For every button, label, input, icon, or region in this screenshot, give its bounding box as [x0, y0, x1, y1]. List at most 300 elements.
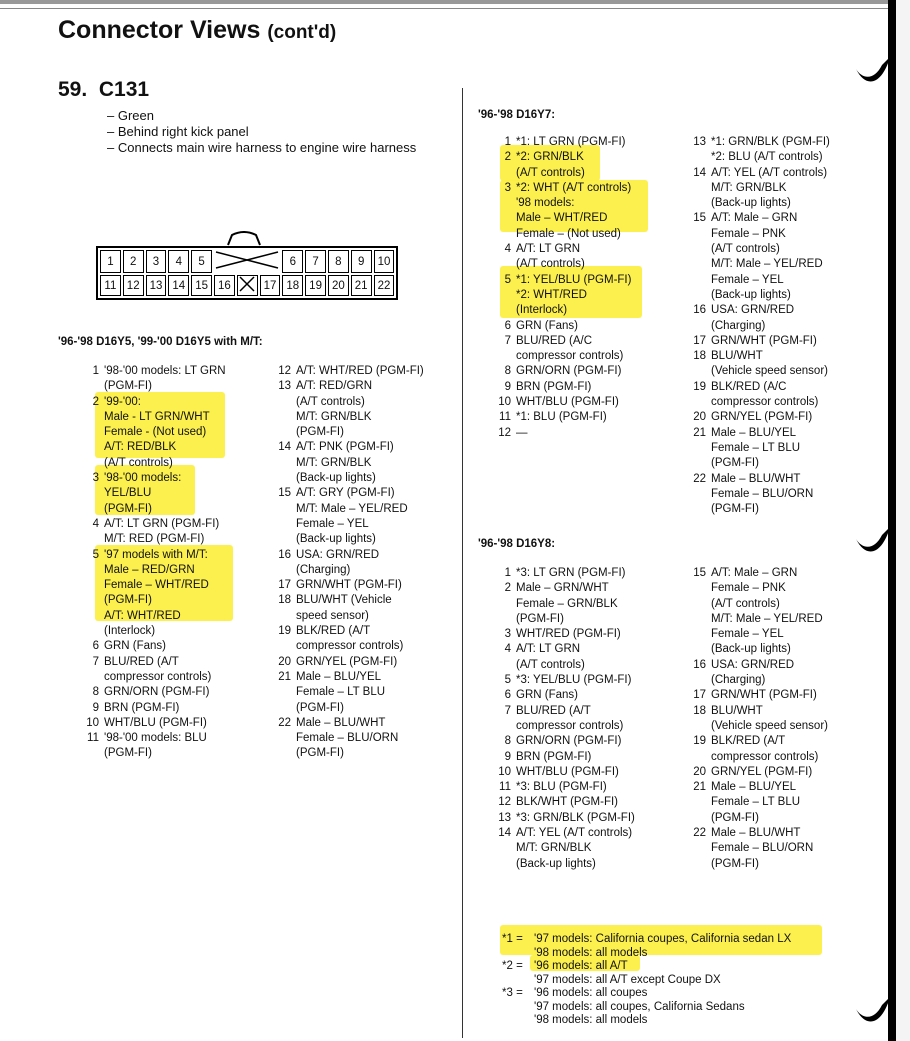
connector-pin: 2 [123, 250, 144, 273]
pin-number: 11 [499, 411, 511, 424]
connector-pin: 20 [328, 275, 349, 296]
pin-wire-text: GRN/ORN (PGM-FI) [516, 735, 622, 748]
pin-number [685, 227, 711, 242]
pin-wire-text: BLK/RED (A/T [711, 735, 786, 748]
pin-wire-text: *3: YEL/BLU (PGM-FI) [516, 674, 632, 687]
pin-row [685, 227, 830, 242]
pin-number [270, 639, 296, 654]
connector-pin: 7 [305, 250, 326, 273]
page-title: Connector Views (cont'd) [58, 16, 337, 44]
pin-row [490, 704, 635, 719]
pin-row [490, 795, 635, 810]
footnote-row [502, 947, 791, 961]
pin-row [685, 456, 830, 471]
pin-row [685, 627, 828, 642]
pin-row [490, 364, 631, 379]
pin-row [490, 211, 631, 226]
pin-row [78, 471, 226, 486]
pin-wire-text: *2: GRN/BLK [516, 151, 584, 164]
pin-wire-text: '98-'00 models: LT GRN [104, 365, 226, 377]
pin-number: 15 [278, 487, 291, 500]
pin-wire-text: BLK/RED (A/C [711, 380, 787, 393]
section-title: '96-'98 D16Y7: [478, 109, 556, 121]
pin-wire-text: GRN/WHT (PGM-FI) [711, 689, 817, 702]
pin-wire-text: A/T: LT GRN [516, 243, 581, 256]
pin-row [685, 487, 830, 502]
pin-row [270, 425, 424, 440]
pin-row [270, 609, 424, 624]
cross-icon [239, 276, 255, 292]
pin-wire-text: BLU/RED (A/T [104, 655, 179, 668]
pin-number: 22 [693, 472, 706, 485]
pin-number: 5 [504, 674, 511, 687]
pin-number: 14 [498, 827, 511, 840]
pin-row [270, 548, 424, 563]
pin-row [685, 658, 828, 673]
pin-row [490, 642, 635, 657]
pin-wire-text: *3: BLU (PGM-FI) [516, 781, 607, 794]
pin-row [685, 795, 828, 810]
pin-row [270, 364, 424, 379]
pin-row [685, 349, 830, 364]
pin-wire-text: A/T: LT GRN [516, 643, 581, 656]
pin-row [490, 227, 631, 242]
pin-wire-text: (Interlock) [104, 625, 156, 638]
pin-number [490, 658, 516, 673]
pin-number [270, 609, 296, 624]
pin-wire-text: BRN (PGM-FI) [516, 380, 592, 393]
pin-number [490, 857, 516, 872]
connector-pin: 5 [191, 250, 212, 273]
pin-wire-text: Female – GRN/BLK [516, 597, 618, 610]
pin-wire-text: GRN (Fans) [104, 640, 166, 653]
connector-cross-icon [214, 250, 280, 270]
pin-number [78, 609, 104, 624]
connector-pin: 15 [191, 275, 212, 296]
pin-wire-text: M/T: Male – YEL/RED [296, 502, 408, 515]
pin-row [490, 334, 631, 349]
pin-number: 6 [504, 689, 511, 702]
footnote-text: '98 models: all models [534, 946, 648, 959]
pin-wire-text: Male – BLU/WHT [711, 827, 801, 840]
pin-row [685, 780, 828, 795]
pin-row [490, 841, 635, 856]
pin-row [270, 379, 424, 394]
pin-number [490, 612, 516, 627]
pin-wire-text: '98-'00 models: [104, 472, 182, 485]
pin-wire-text: (Back-up lights) [711, 643, 791, 656]
pin-wire-text: BRN (PGM-FI) [104, 701, 180, 714]
pin-wire-text: USA: GRN/RED [711, 304, 795, 317]
pin-number: 17 [278, 579, 291, 592]
pin-number: 6 [504, 319, 511, 332]
pin-number: 12 [498, 796, 511, 809]
pin-row [685, 288, 830, 303]
pin-wire-text: Female – PNK [711, 227, 786, 240]
pin-wire-text: compressor controls) [516, 350, 624, 363]
footnote-text: '98 models: all models [534, 1014, 648, 1026]
pin-row [78, 502, 226, 517]
pin-number: 3 [504, 181, 511, 194]
pin-row [78, 746, 226, 761]
pin-row [490, 426, 631, 441]
pin-number [270, 685, 296, 700]
pin-wire-text: M/T: GRN/BLK [711, 181, 787, 194]
pin-row [685, 673, 828, 688]
pin-wire-text: (PGM-FI) [711, 857, 759, 870]
pin-row [78, 379, 226, 394]
pin-number [685, 456, 711, 471]
footnote-text: '97 models: California coupes, California sedan LX [534, 933, 792, 945]
pin-wire-text: (Interlock) [516, 304, 568, 317]
pin-number [685, 841, 711, 856]
pin-number: 17 [693, 689, 706, 702]
footnote-key [502, 974, 534, 988]
pin-row [78, 486, 226, 501]
pin-wire-text: WHT/BLU (PGM-FI) [104, 716, 207, 729]
pin-row [270, 731, 424, 746]
connector-pin: 12 [123, 275, 144, 296]
pin-wire-text: (Vehicle speed sensor) [711, 719, 828, 732]
pin-row [270, 486, 424, 501]
pin-number [490, 227, 516, 242]
footnote-text: '96 models: all A/T [534, 960, 628, 972]
pin-row [685, 765, 828, 780]
footnote-key [502, 1001, 534, 1015]
pin-number: 7 [92, 655, 99, 668]
pin-number: 12 [498, 426, 511, 439]
pin-number: 10 [498, 765, 511, 778]
pin-row [490, 673, 635, 688]
binding-mark-icon [852, 525, 892, 565]
pin-wire-text: compressor controls) [296, 640, 404, 653]
pin-row [685, 642, 828, 657]
footnote-row [502, 1001, 791, 1015]
pin-number: 4 [504, 643, 511, 656]
pin-number [78, 578, 104, 593]
pin-number [490, 303, 516, 318]
pin-row [685, 257, 830, 272]
pin-wire-text: Male – RED/GRN [104, 563, 195, 576]
pin-number [685, 642, 711, 657]
pin-row [685, 181, 830, 196]
pin-number [685, 441, 711, 456]
pin-number [685, 502, 711, 517]
pin-row [270, 440, 424, 455]
pin-row [685, 472, 830, 487]
pin-number: 20 [693, 765, 706, 778]
pin-number: 16 [693, 658, 706, 671]
pin-number: 10 [498, 396, 511, 409]
page-edge-bar [888, 0, 896, 1041]
pin-number [685, 319, 711, 334]
pin-row [78, 440, 226, 455]
pin-row [685, 135, 830, 150]
pin-row [270, 517, 424, 532]
pin-number: 1 [92, 365, 99, 377]
pin-number [490, 841, 516, 856]
pin-number [270, 471, 296, 486]
pin-wire-text: Female – LT BLU [296, 686, 386, 699]
header-rule [0, 8, 896, 9]
pin-wire-text: Female – BLU/ORN [711, 487, 814, 500]
pin-wire-text: M/T: Male – YEL/RED [711, 258, 823, 271]
top-border [0, 0, 910, 4]
connector-pin: 3 [146, 250, 167, 273]
binding-mark-icon [852, 55, 892, 95]
connector-pin: 8 [328, 250, 349, 273]
pin-row [490, 581, 635, 596]
pin-number [685, 181, 711, 196]
pin-number [685, 364, 711, 379]
footnote-text: '96 models: all coupes [534, 987, 648, 999]
pin-wire-text: (PGM-FI) [104, 747, 152, 760]
pin-wire-text: WHT/BLU (PGM-FI) [516, 396, 619, 409]
pin-number [270, 456, 296, 471]
pin-wire-text: A/T: WHT/RED (PGM-FI) [296, 365, 424, 377]
pin-row [270, 701, 424, 716]
pin-wire-text: A/T: Male – GRN [711, 212, 798, 225]
pin-row [78, 639, 226, 654]
connector-blank-area [214, 250, 280, 273]
pin-number [685, 150, 711, 165]
section-title: '96-'98 D16Y8: [478, 538, 556, 550]
pin-number: 12 [278, 365, 291, 377]
connector-pin: 21 [351, 275, 372, 296]
pin-row [270, 639, 424, 654]
pin-row [490, 196, 631, 211]
pin-wire-text: A/T: Male – GRN [711, 567, 798, 579]
pin-list [490, 566, 635, 872]
column-divider [462, 88, 463, 1038]
pin-wire-text: (A/T controls) [104, 456, 173, 469]
pin-row [685, 380, 830, 395]
pin-wire-text: BLU/RED (A/C [516, 334, 593, 347]
pin-row [490, 303, 631, 318]
pin-row [490, 395, 631, 410]
pin-number [78, 563, 104, 578]
pin-wire-text: A/T: LT GRN (PGM-FI) [104, 517, 220, 530]
pin-wire-text: M/T: GRN/BLK [516, 842, 592, 855]
pin-row [490, 566, 635, 581]
pin-row [685, 719, 828, 734]
pin-wire-text: (Back-up lights) [711, 288, 791, 301]
pin-wire-text: (PGM-FI) [296, 701, 344, 714]
pin-wire-text: Female – PNK [711, 582, 786, 595]
pin-number [78, 670, 104, 685]
pin-wire-text: Male – BLU/WHT [296, 716, 386, 729]
pin-row [78, 456, 226, 471]
pin-row [270, 746, 424, 761]
pin-wire-text: A/T: RED/BLK [104, 441, 177, 454]
pin-row [685, 242, 830, 257]
pin-row [490, 288, 631, 303]
pin-row [490, 750, 635, 765]
pin-number: 2 [504, 151, 511, 164]
pin-row [270, 685, 424, 700]
footnote-row [502, 974, 791, 988]
pin-number [270, 746, 296, 761]
pin-number [490, 597, 516, 612]
pin-wire-text: BLK/WHT (PGM-FI) [516, 796, 619, 809]
pin-row [685, 410, 830, 425]
connector-pin: 13 [146, 275, 167, 296]
pin-wire-text: Female – (Not used) [516, 227, 621, 240]
pin-number [685, 288, 711, 303]
pin-row [270, 471, 424, 486]
connector-latch-icon [226, 231, 262, 247]
pin-row [490, 688, 635, 703]
footnote-row [502, 987, 791, 1001]
pin-row [78, 670, 226, 685]
pin-row [270, 563, 424, 578]
pin-wire-text: GRN (Fans) [516, 689, 578, 702]
pin-row [490, 349, 631, 364]
pin-row [78, 548, 226, 563]
footnote-row [502, 960, 791, 974]
pin-row [685, 502, 830, 517]
pin-wire-text: (Back-up lights) [516, 857, 596, 870]
connector-pin: 22 [374, 275, 395, 296]
pin-number [685, 612, 711, 627]
footnote-key [502, 1014, 534, 1028]
pin-number [78, 624, 104, 639]
pin-number [490, 196, 516, 211]
pin-row [270, 624, 424, 639]
pin-row [270, 578, 424, 593]
pin-row [490, 734, 635, 749]
pin-row [490, 857, 635, 872]
pin-list [490, 135, 631, 441]
pin-number: 9 [504, 380, 511, 393]
pin-wire-text: compressor controls) [104, 670, 212, 683]
pin-wire-text: A/T: YEL (A/T controls) [516, 827, 633, 840]
pin-wire-text: (A/T controls) [711, 597, 780, 610]
pin-number [685, 719, 711, 734]
pin-number: 13 [278, 380, 291, 393]
pin-wire-text: (A/T controls) [516, 658, 585, 671]
pin-wire-text: (PGM-FI) [104, 594, 152, 607]
pin-wire-text: (A/T controls) [711, 243, 780, 256]
pin-number [78, 532, 104, 547]
pin-wire-text: GRN (Fans) [516, 319, 578, 332]
pin-row [685, 166, 830, 181]
pin-number: 14 [693, 166, 706, 179]
pin-wire-text: compressor controls) [711, 396, 819, 409]
pin-row [490, 612, 635, 627]
pin-number [270, 410, 296, 425]
pin-number: 11 [87, 732, 99, 745]
pin-wire-text: USA: GRN/RED [711, 658, 795, 671]
pin-wire-text: Male – BLU/YEL [711, 781, 797, 794]
pin-row [490, 150, 631, 165]
pin-wire-text: (Charging) [711, 319, 766, 332]
pin-row [78, 517, 226, 532]
pin-row [270, 593, 424, 608]
pin-wire-text: Male – BLU/WHT [711, 472, 801, 485]
pin-number: 16 [278, 548, 291, 561]
pin-wire-text: WHT/RED (PGM-FI) [516, 628, 621, 641]
pin-row [78, 593, 226, 608]
pin-wire-text: (A/T controls) [516, 166, 585, 179]
pin-row [270, 716, 424, 731]
pin-row [78, 364, 226, 379]
connector-pin: 17 [260, 275, 281, 296]
pin-wire-text: (PGM-FI) [296, 747, 344, 760]
pin-number [685, 795, 711, 810]
connector-diagram [96, 246, 398, 300]
pin-number [685, 811, 711, 826]
pin-row [78, 685, 226, 700]
pin-row [685, 319, 830, 334]
pin-number: 16 [693, 304, 706, 317]
pin-number [270, 563, 296, 578]
pin-wire-text: BLU/WHT [711, 704, 763, 717]
footnotes [502, 933, 791, 1028]
connector-pin: 4 [168, 250, 189, 273]
pin-wire-text: WHT/BLU (PGM-FI) [516, 765, 619, 778]
pin-number: 5 [504, 273, 511, 286]
pin-number [685, 597, 711, 612]
pin-number [685, 196, 711, 211]
pin-row [270, 502, 424, 517]
pin-wire-text: (Vehicle speed sensor) [711, 365, 828, 378]
pin-number: 4 [504, 243, 511, 256]
pin-row [685, 612, 828, 627]
pin-wire-text: compressor controls) [711, 750, 819, 763]
pin-list [270, 364, 424, 762]
pin-number: 20 [693, 411, 706, 424]
pin-row [685, 364, 830, 379]
pin-row [685, 811, 828, 826]
pin-row [490, 826, 635, 841]
pin-number: 17 [693, 334, 706, 347]
pin-row [685, 841, 828, 856]
pin-row [78, 624, 226, 639]
pin-wire-text: *1: LT GRN (PGM-FI) [516, 136, 626, 148]
pin-row [78, 532, 226, 547]
pin-number: 2 [504, 582, 511, 595]
pin-number: 8 [504, 735, 511, 748]
pin-row [270, 456, 424, 471]
pin-wire-text: GRN/WHT (PGM-FI) [296, 579, 402, 592]
pin-number [270, 517, 296, 532]
pin-number: 13 [498, 811, 511, 824]
pin-row [490, 780, 635, 795]
pin-row [490, 658, 635, 673]
pin-number [270, 502, 296, 517]
pin-wire-text: Female – WHT/RED [104, 579, 209, 592]
pin-wire-text: '98-'00 models: BLU [104, 732, 207, 745]
pin-number: 9 [92, 701, 99, 714]
pin-row [78, 410, 226, 425]
pin-number: 11 [499, 781, 511, 794]
pin-number [490, 288, 516, 303]
pin-row [685, 857, 828, 872]
pin-number: 19 [278, 625, 291, 638]
pin-row [78, 563, 226, 578]
pin-wire-text: speed sensor) [296, 609, 369, 622]
pin-wire-text: BLU/WHT [711, 350, 763, 363]
pin-row [490, 380, 631, 395]
pin-number: 2 [92, 395, 99, 408]
pin-wire-text: YEL/BLU [104, 487, 152, 500]
pin-number: 21 [693, 781, 706, 794]
pin-row [78, 731, 226, 746]
pin-wire-text: — [516, 426, 528, 439]
pin-number: 21 [278, 670, 291, 683]
pin-row [78, 609, 226, 624]
